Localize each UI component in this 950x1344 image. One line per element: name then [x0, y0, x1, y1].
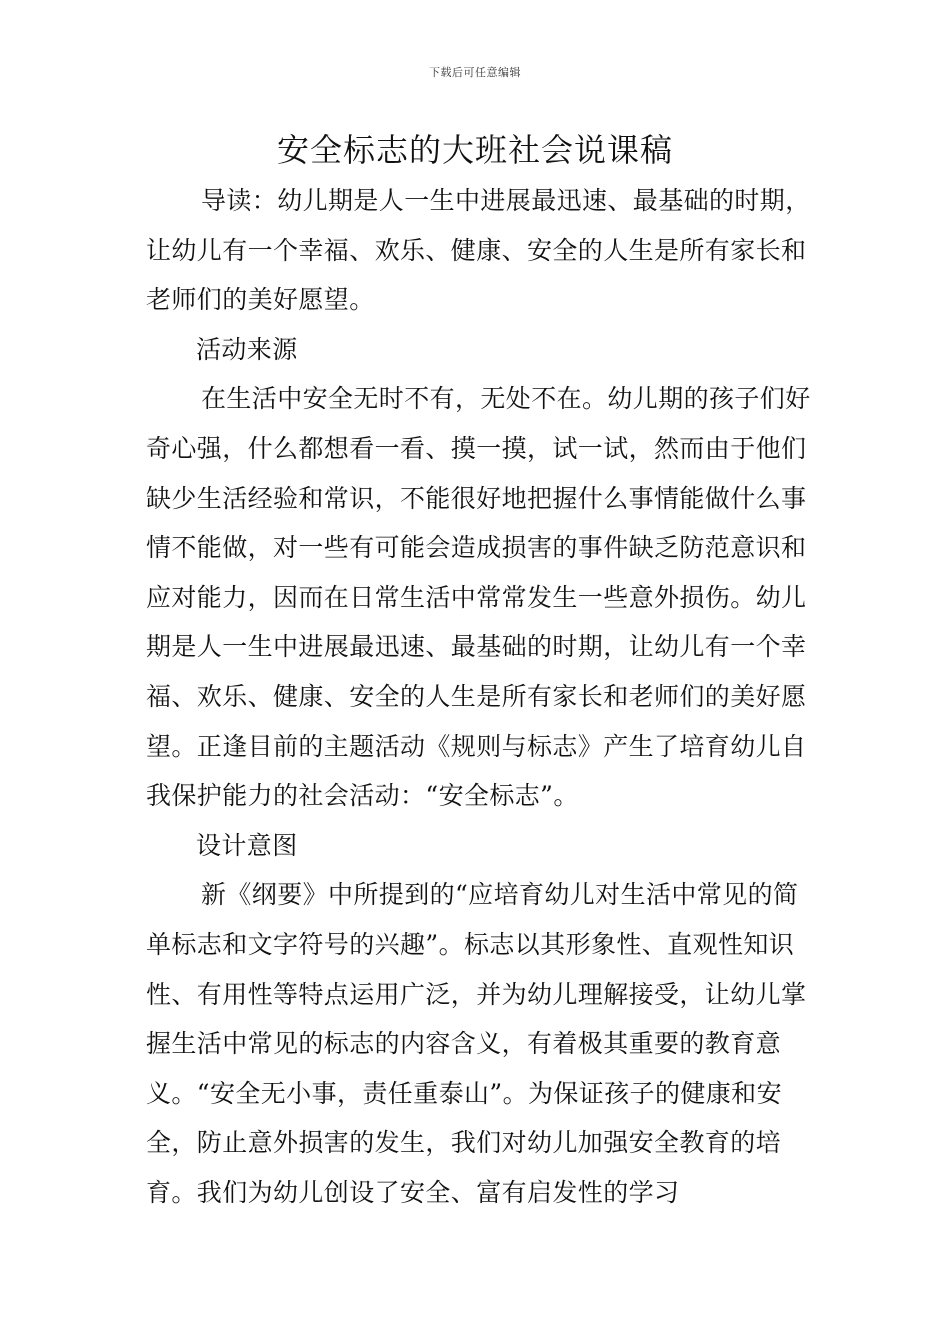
section-heading-activity-source: 活动来源	[196, 334, 298, 364]
section-heading-design-intent: 设计意图	[196, 830, 298, 860]
document-body	[146, 176, 811, 1217]
activity-source-paragraph: 在生活中安全无时不有，无处不在。幼儿期的孩子们好奇心强，什么都想看一看、摸一摸，试一试，然而由于他们缺少生活经验和常识，不能很好地把握什么事情能做什么事情不能做，对一些有可能会造成损害的事件缺乏防范意识和应对能力，因而在日常生活中常常发生一些意外损伤。幼儿期是人一生中进展最迅速、最基础的时期，让幼儿有一个幸福、欢乐、健康、安全的人生是所有家长和老师们的美好愿望。正逢目前的主题活动《规则与标志》产生了培育幼儿自我保护能力的社会活动：“安全标志”。	[146, 384, 811, 811]
intro-paragraph: 导读：幼儿期是人一生中进展最迅速、最基础的时期，让幼儿有一个幸福、欢乐、健康、安全的人生是所有家长和老师们的美好愿望。	[146, 186, 811, 315]
document-title: 安全标志的大班社会说课稿	[276, 131, 673, 169]
design-intent-paragraph: 新《纲要》中所提到的“应培育幼儿对生活中常见的简单标志和文字符号的兴趣”。标志以其形象性、直观性知识性、有用性等特点运用广泛，并为幼儿理解接受，让幼儿掌握生活中常见的标志的内容含义，有着极其重要的教育意义。“安全无小事，责任重泰山”。为保证孩子的健康和安全，防止意外损害的发生，我们对幼儿加强安全教育的培育。我们为幼儿创设了安全、富有启发性的学习	[146, 880, 807, 1207]
header-note: 下载后可任意编辑	[429, 66, 521, 79]
